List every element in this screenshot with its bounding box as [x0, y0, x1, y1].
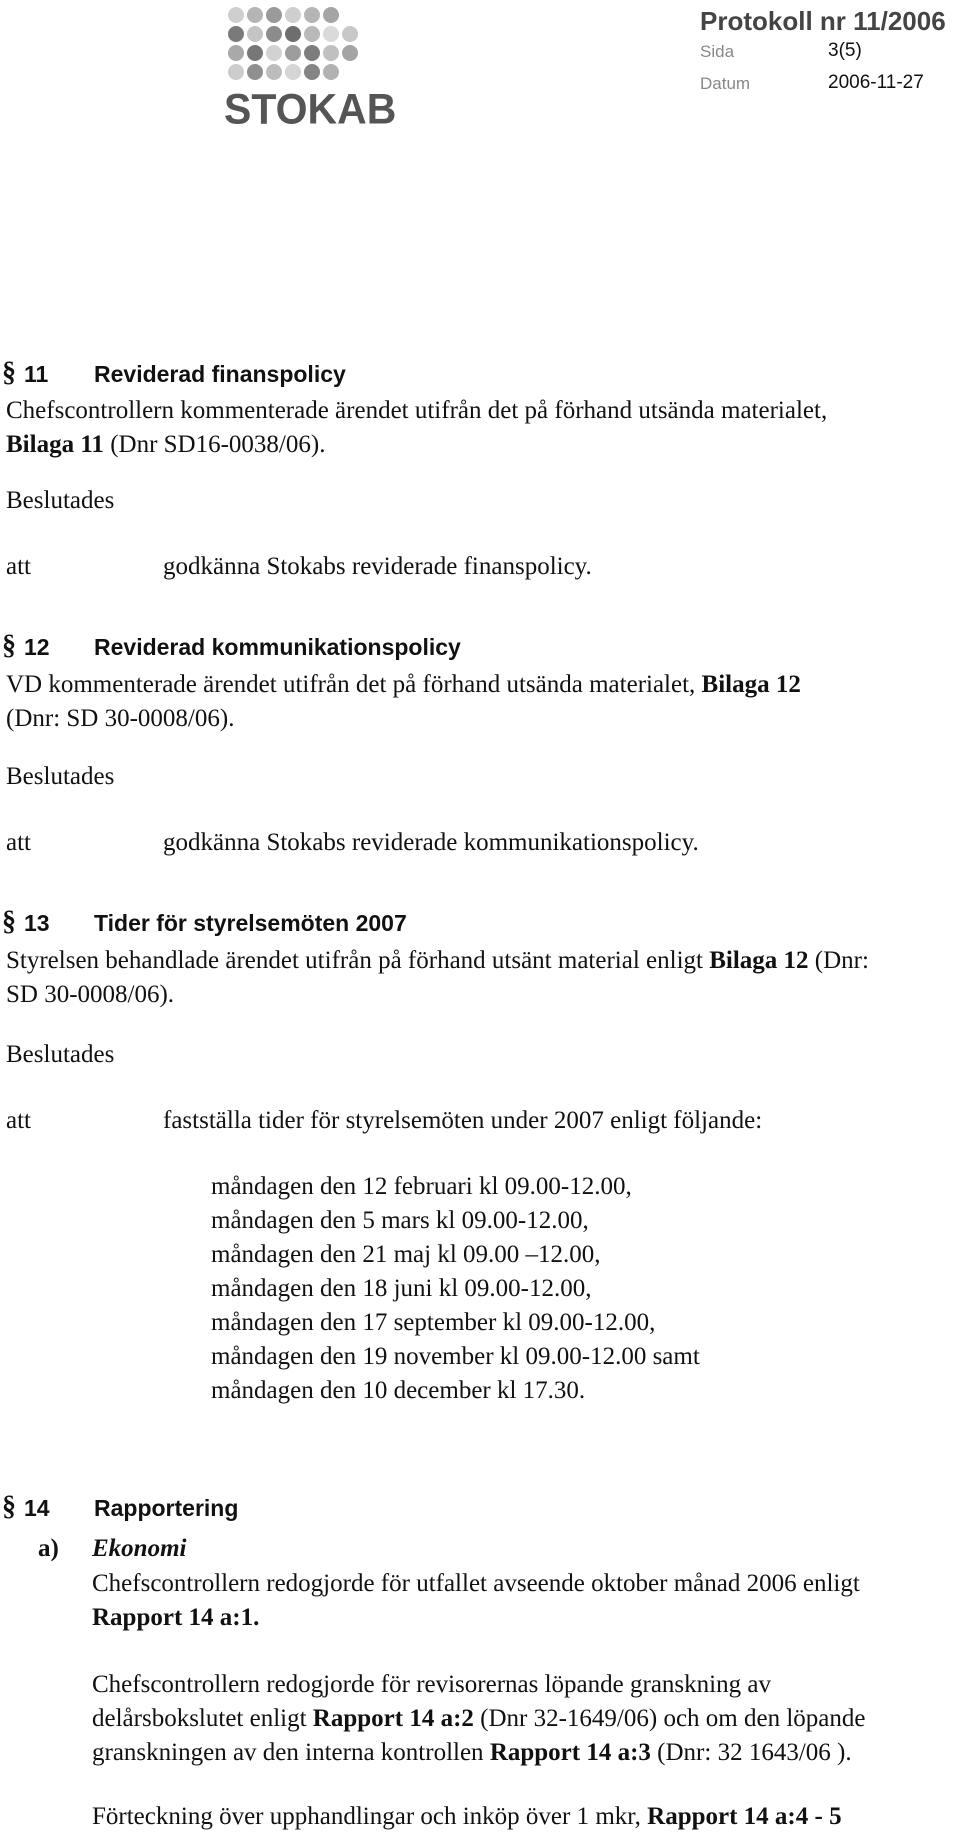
text: (Dnr 32-1649/06) och om den löpande [473, 1705, 866, 1732]
section-13-beslutades: Beslutades [6, 1041, 115, 1068]
section-14-p2-line-3 [92, 1736, 852, 1770]
section-14-p1-line-1: Chefscontrollern redogjorde för utfallet avseende oktober månad 2006 enligt [92, 1570, 860, 1597]
section-12-line-1 [6, 668, 801, 702]
text: granskningen av den interna kontrollen [92, 1739, 490, 1766]
section-number: 12 [24, 634, 50, 660]
section-11-decision: godkänna Stokabs reviderade finanspolicy. [163, 553, 592, 580]
report-ref: Rapport 14 a:1. [92, 1604, 260, 1631]
stokab-logo-dots [224, 4, 374, 90]
meeting-date: måndagen den 19 november kl 09.00-12.00 samt [211, 1343, 700, 1370]
paragraph-symbol: § [2, 1491, 16, 1522]
section-12-beslutades: Beslutades [6, 763, 115, 790]
section-title: Tider för styrelsemöten 2007 [94, 910, 407, 936]
report-ref: Rapport 14 a:2 [312, 1705, 474, 1732]
section-12-line-2: (Dnr: SD 30-0008/06). [6, 705, 235, 732]
meeting-date: måndagen den 18 juni kl 09.00-12.00, [211, 1275, 592, 1302]
section-11-line-2 [6, 428, 325, 462]
meeting-date: måndagen den 10 december kl 17.30. [211, 1377, 586, 1404]
subsection-title-text: Ekonomi [92, 1535, 187, 1562]
meeting-date: måndagen den 21 maj kl 09.00 –12.00, [211, 1241, 601, 1268]
report-ref: Rapport 14 a:4 - 5 [647, 1803, 842, 1830]
section-title: Reviderad finanspolicy [94, 361, 346, 387]
section-14-p2-line-1: Chefscontrollern redogjorde för revisorernas löpande granskning av [92, 1671, 771, 1698]
attachment-ref: Bilaga 12 [701, 671, 801, 698]
section-14-p1-line-2 [92, 1601, 259, 1635]
section-14-p3 [92, 1800, 842, 1834]
page-number: 3(5) [828, 40, 862, 61]
paragraph-symbol: § [2, 906, 16, 937]
section-13-text: Styrelsen behandlade ärendet utifrån på förhand utsänt material enligt [6, 947, 710, 974]
stokab-logo [224, 4, 424, 134]
text: (Dnr: 32 1643/06 ). [650, 1739, 852, 1766]
paragraph-symbol: § [2, 357, 16, 388]
date-label: Datum [700, 74, 751, 93]
text: Förteckning över upphandlingar och inköp över 1 mkr, [92, 1803, 648, 1830]
section-12-att: att [6, 829, 31, 856]
date-value: 2006-11-27 [828, 72, 924, 93]
section-11-att: att [6, 553, 31, 580]
attachment-ref: Bilaga 12 [709, 947, 809, 974]
section-13-line-2: SD 30-0008/06). [6, 981, 175, 1008]
subsection-letter: a) [38, 1535, 59, 1562]
section-14-p2-line-2 [92, 1702, 865, 1736]
document-title: Protokoll nr 11/2006 [700, 6, 946, 36]
subsection-label [38, 1532, 59, 1566]
section-number: 11 [24, 361, 49, 387]
text: delårsbokslutet enligt [92, 1705, 313, 1732]
section-number: 13 [24, 910, 50, 936]
section-13-line-1 [6, 944, 869, 978]
attachment-ref: Bilaga 11 [6, 431, 104, 458]
section-title: Reviderad kommunikationspolicy [94, 634, 461, 660]
subsection-title [92, 1532, 186, 1566]
dnr-prefix: (Dnr: [808, 947, 869, 974]
section-number: 14 [24, 1495, 50, 1521]
meeting-date: måndagen den 17 september kl 09.00-12.00, [211, 1309, 656, 1336]
section-11-line-1: Chefscontrollern kommenterade ärendet utifrån det på förhand utsända materialet, [6, 397, 828, 424]
meeting-date: måndagen den 12 februari kl 09.00-12.00, [211, 1173, 632, 1200]
meeting-dates-list [211, 1170, 700, 1408]
section-title: Rapportering [94, 1495, 239, 1521]
report-ref: Rapport 14 a:3 [489, 1739, 651, 1766]
section-11-beslutades: Beslutades [6, 487, 115, 514]
section-12-text: VD kommenterade ärendet utifrån det på förhand utsända materialet, [6, 671, 702, 698]
section-12-decision: godkänna Stokabs reviderade kommunikationspolicy. [163, 829, 699, 856]
paragraph-symbol: § [2, 630, 16, 661]
page-label: Sida [700, 42, 735, 61]
section-13-att: att [6, 1107, 31, 1134]
meeting-date: måndagen den 5 mars kl 09.00-12.00, [211, 1207, 589, 1234]
dnr-ref: (Dnr SD16-0038/06). [103, 431, 326, 458]
stokab-logo-text: STOKAB [224, 84, 397, 134]
section-13-decision: fastställa tider för styrelsemöten under 2007 enligt följande: [163, 1107, 763, 1134]
